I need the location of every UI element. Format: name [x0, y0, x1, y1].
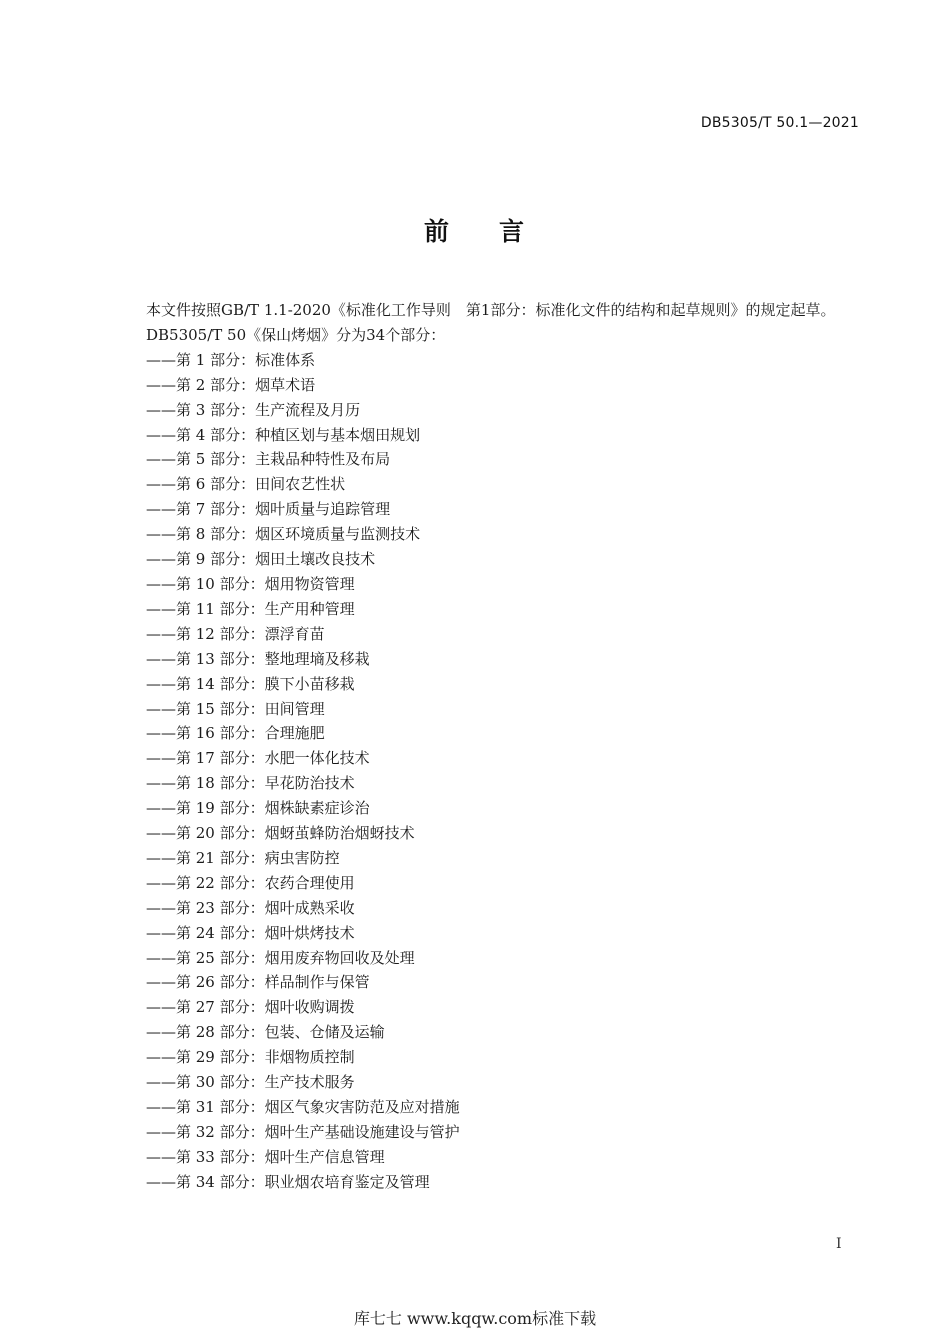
list-item: ——第 17 部分：水肥一体化技术	[146, 749, 370, 768]
page-number: I	[836, 1236, 842, 1252]
parts-list	[113, 348, 861, 1195]
list-item: ——第 3 部分：生产流程及月历	[146, 400, 361, 419]
list-item: ——第 12 部分：漂浮育苗	[146, 624, 325, 643]
document-code: DB5305/T 50.1—2021	[700, 115, 859, 131]
list-item: ——第 25 部分：烟用废弃物回收及处理	[146, 948, 415, 967]
foreword-body	[113, 298, 861, 1195]
list-item: ——第 19 部分：烟株缺素症诊治	[146, 799, 370, 818]
list-item: ——第 34 部分：职业烟农培育鉴定及管理	[146, 1172, 430, 1191]
list-item: ——第 32 部分：烟叶生产基础设施建设与管护	[146, 1122, 460, 1141]
list-item: ——第 8 部分：烟区环境质量与监测技术	[146, 525, 421, 544]
footer-watermark: 库七七 www.kqqw.com标准下载	[353, 1309, 597, 1328]
list-item: ——第 20 部分：烟蚜茧蜂防治烟蚜技术	[146, 824, 415, 843]
list-item: ——第 23 部分：烟叶成熟采收	[146, 898, 355, 917]
list-item: ——第 26 部分：样品制作与保管	[146, 973, 370, 992]
list-item: ——第 6 部分：田间农艺性状	[146, 475, 346, 494]
list-item: ——第 4 部分：种植区划与基本烟田规划	[146, 425, 421, 444]
list-item: ——第 7 部分：烟叶质量与追踪管理	[146, 500, 391, 519]
parts-intro: DB5305/T 50《保山烤烟》分为34个部分：	[146, 325, 446, 344]
list-item: ——第 27 部分：烟叶收购调拨	[146, 998, 355, 1017]
title-char-1: 前	[423, 217, 451, 246]
list-item: ——第 29 部分：非烟物质控制	[146, 1048, 355, 1067]
page-title	[0, 212, 950, 248]
list-item: ——第 21 部分：病虫害防控	[146, 848, 340, 867]
list-item: ——第 30 部分：生产技术服务	[146, 1073, 355, 1092]
list-item: ——第 10 部分：烟用物资管理	[146, 574, 355, 593]
list-item: ——第 18 部分：早花防治技术	[146, 774, 355, 793]
list-item: ——第 28 部分：包装、仓储及运输	[146, 1023, 385, 1042]
intro-paragraph: 本文件按照GB/T 1.1-2020《标准化工作导则 第1部分：标准化文件的结构和起草规则》的规定起草。	[146, 301, 836, 319]
list-item: ——第 33 部分：烟叶生产信息管理	[146, 1147, 385, 1166]
list-item: ——第 31 部分：烟区气象灾害防范及应对措施	[146, 1098, 460, 1116]
list-item: ——第 14 部分：膜下小苗移栽	[146, 674, 355, 693]
list-item: ——第 13 部分：整地理墒及移栽	[146, 649, 370, 668]
list-item: ——第 2 部分：烟草术语	[146, 375, 316, 394]
list-item: ——第 22 部分：农药合理使用	[146, 873, 355, 892]
list-item: ——第 9 部分：烟田土壤改良技术	[146, 550, 376, 569]
list-item: ——第 1 部分：标准体系	[146, 350, 316, 369]
list-item: ——第 5 部分：主栽品种特性及布局	[146, 450, 391, 469]
list-item: ——第 24 部分：烟叶烘烤技术	[146, 923, 355, 942]
list-item: ——第 15 部分：田间管理	[146, 699, 325, 718]
title-char-2: 言	[499, 217, 527, 246]
list-item: ——第 11 部分：生产用种管理	[146, 599, 355, 618]
list-item: ——第 16 部分：合理施肥	[146, 724, 325, 743]
